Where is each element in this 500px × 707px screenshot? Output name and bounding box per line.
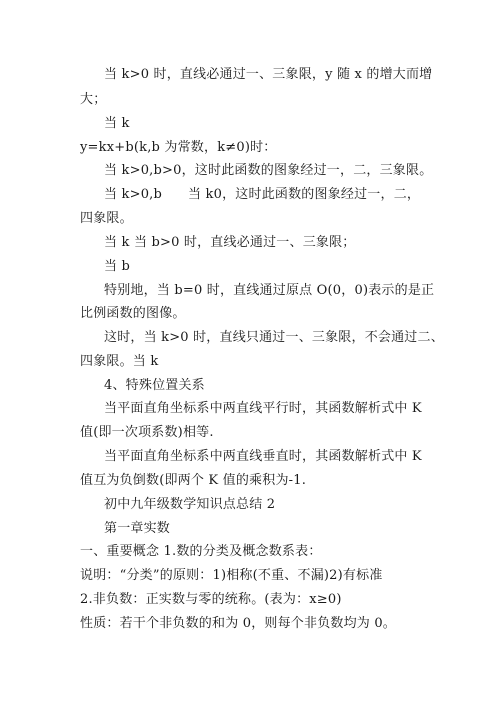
text-line-3: y=kx+b(k,b 为常数，k≠0)时： (80, 140, 277, 155)
text-line-6: 当 k 当 b>0 时，直线必通过一、三象限； (104, 235, 356, 250)
chapter-heading: 第一章实数 (104, 521, 171, 536)
text-line-11a: 当平面直角坐标系中两直线平行时，其函数解析式中 K (104, 401, 422, 416)
section-heading-4: 4、特殊位置关系 (104, 378, 205, 393)
text-line-1a: 当 k>0 时，直线必通过一、三象限，y 随 x 的增大而增 (104, 67, 433, 82)
text-line-12b: 值互为负倒数(即两个 K 值的乘积为-1. (80, 473, 307, 488)
concept-heading: 一、重要概念 1.数的分类及概念数系表： (80, 544, 322, 559)
text-line-1b: 大； (80, 92, 107, 107)
text-line-8b: 比例函数的图像。 (80, 306, 186, 321)
text-line-8a: 特别地，当 b=0 时，直线通过原点 O(0，0)表示的是正 (104, 283, 435, 298)
text-line-11b: 值(即一次项系数)相等. (80, 425, 214, 440)
text-line-2: 当 k (104, 116, 130, 131)
text-line-4: 当 k>0,b>0，这时此函数的图象经过一，二，三象限。 (104, 163, 433, 178)
text-line-16: 说明：“分类”的原则：1)相称(不重、不漏)2)有标准 (80, 568, 383, 583)
text-line-5b: 四象限。 (80, 211, 133, 226)
text-line-5a: 当 k>0,b 当 k0，这时此函数的图象经过一，二， (104, 187, 421, 202)
text-line-17: 2.非负数：正实数与零的统称。(表为：x≥0) (80, 592, 342, 607)
text-line-18: 性质：若干个非负数的和为 0，则每个非负数均为 0。 (80, 616, 397, 631)
text-line-12a: 当平面直角坐标系中两直线垂直时，其函数解析式中 K (104, 449, 422, 464)
text-line-9b: 四象限。当 k (80, 354, 159, 369)
document-title: 初中九年级数学知识点总结 2 (104, 497, 276, 512)
text-line-9a: 这时，当 k>0 时，直线只通过一、三象限，不会通过二、 (104, 330, 444, 345)
text-line-7: 当 b (104, 259, 131, 274)
